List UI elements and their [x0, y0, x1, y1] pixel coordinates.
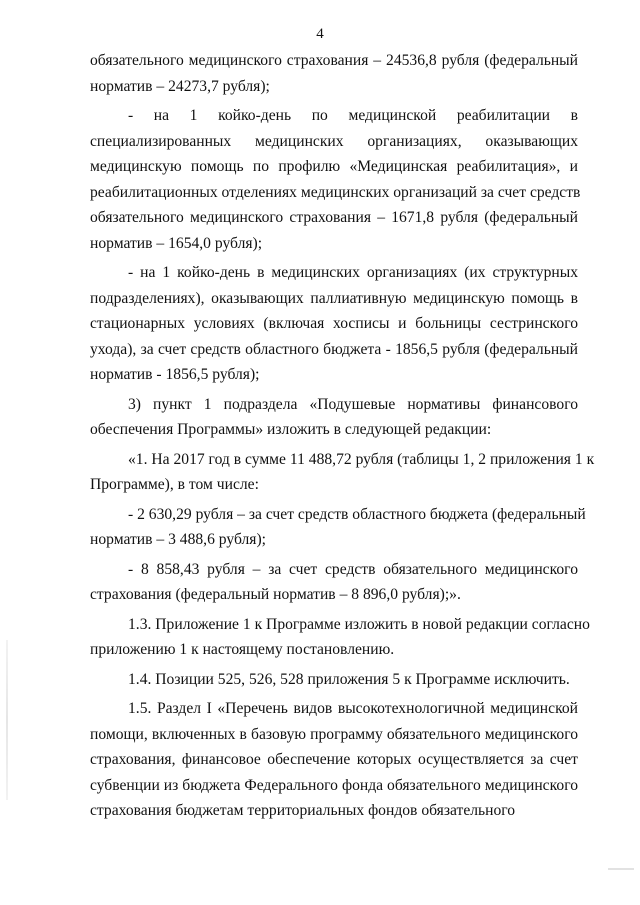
text-line: субвенции из бюджета Федерального фонда обязательного медицинского	[90, 776, 578, 794]
text-line: - 8 858,43 рубля – за счет средств обязательного медицинского	[128, 560, 578, 578]
text-line: 1.5. Раздел I «Перечень видов высокотехнологичной медицинской	[128, 700, 578, 717]
text-line: норматив – 3 488,6 рубля);	[90, 531, 266, 548]
text-line: страхования бюджетам территориальных фондов обязательного	[90, 802, 516, 819]
text-line: 3) пункт 1 подраздела «Подушевые нормативы финансового	[128, 395, 578, 413]
page-number: 4	[316, 26, 324, 42]
paragraph	[90, 447, 595, 498]
text-line: норматив - 1856,5 рубля);	[90, 366, 260, 383]
text-line: подразделениях), оказывающих паллиативную медицинскую помощь в	[90, 289, 578, 307]
text-line: страхования (федеральный норматив – 8 896,0 рубля);».	[90, 586, 461, 603]
text-line: - 2 630,29 рубля – за счет средств областного бюджета (федеральный	[128, 505, 586, 523]
text-line: норматив – 1654,0 рубля);	[90, 234, 263, 252]
text-line: норматив – 24273,7 рубля);	[90, 77, 270, 95]
text-line: страхования, финансовое обеспечение которых осуществляется за счет	[90, 751, 578, 768]
paragraph	[90, 557, 578, 608]
document-body	[90, 48, 595, 824]
paragraph	[90, 667, 578, 693]
text-line: ухода), за счет средств областного бюджета - 1856,5 рубля (федеральный	[90, 340, 578, 358]
text-line: 1.4. Позиции 525, 526, 528 приложения 5 к Программе исключить.	[128, 670, 570, 688]
text-line: специализированных медицинских организациях, оказывающих	[90, 132, 578, 150]
paragraph	[90, 103, 581, 256]
text-line: помощи, включенных в базовую программу обязательного медицинского	[90, 725, 578, 743]
text-line: Программе), в том числе:	[90, 476, 259, 493]
text-line: обязательного медицинского страхования – 1671,8 рубля (федеральный	[90, 209, 578, 226]
scan-corner-mark	[608, 868, 634, 870]
paragraph	[90, 392, 578, 443]
paragraph	[90, 612, 590, 663]
text-line: «1. На 2017 год в сумме 11 488,72 рубля (таблицы 1, 2 приложения 1 к	[128, 450, 595, 468]
text-line: медицинскую помощь по профилю «Медицинская реабилитация», и	[90, 158, 578, 175]
text-line: обязательного медицинского страхования – 24536,8 рубля (федеральный	[90, 52, 578, 69]
text-line: приложению 1 к настоящему постановлению.	[90, 641, 395, 658]
scan-margin-mark	[6, 640, 8, 800]
text-line: стационарных условиях (включая хосписы и больницы сестринского	[90, 315, 578, 332]
paragraph	[90, 260, 578, 388]
text-line: - на 1 койко-день по медицинской реабилитации в	[128, 107, 578, 124]
paragraph	[90, 48, 578, 99]
text-line: - на 1 койко-день в медицинских организациях (их структурных	[128, 264, 578, 281]
paragraph	[90, 502, 586, 553]
text-line: реабилитационных отделениях медицинских организаций за счет средств	[90, 183, 581, 201]
text-line: 1.3. Приложение 1 к Программе изложить в новой редакции согласно	[128, 615, 590, 633]
paragraph	[90, 696, 578, 824]
text-line: обеспечения Программы» изложить в следующей редакции:	[90, 421, 492, 438]
